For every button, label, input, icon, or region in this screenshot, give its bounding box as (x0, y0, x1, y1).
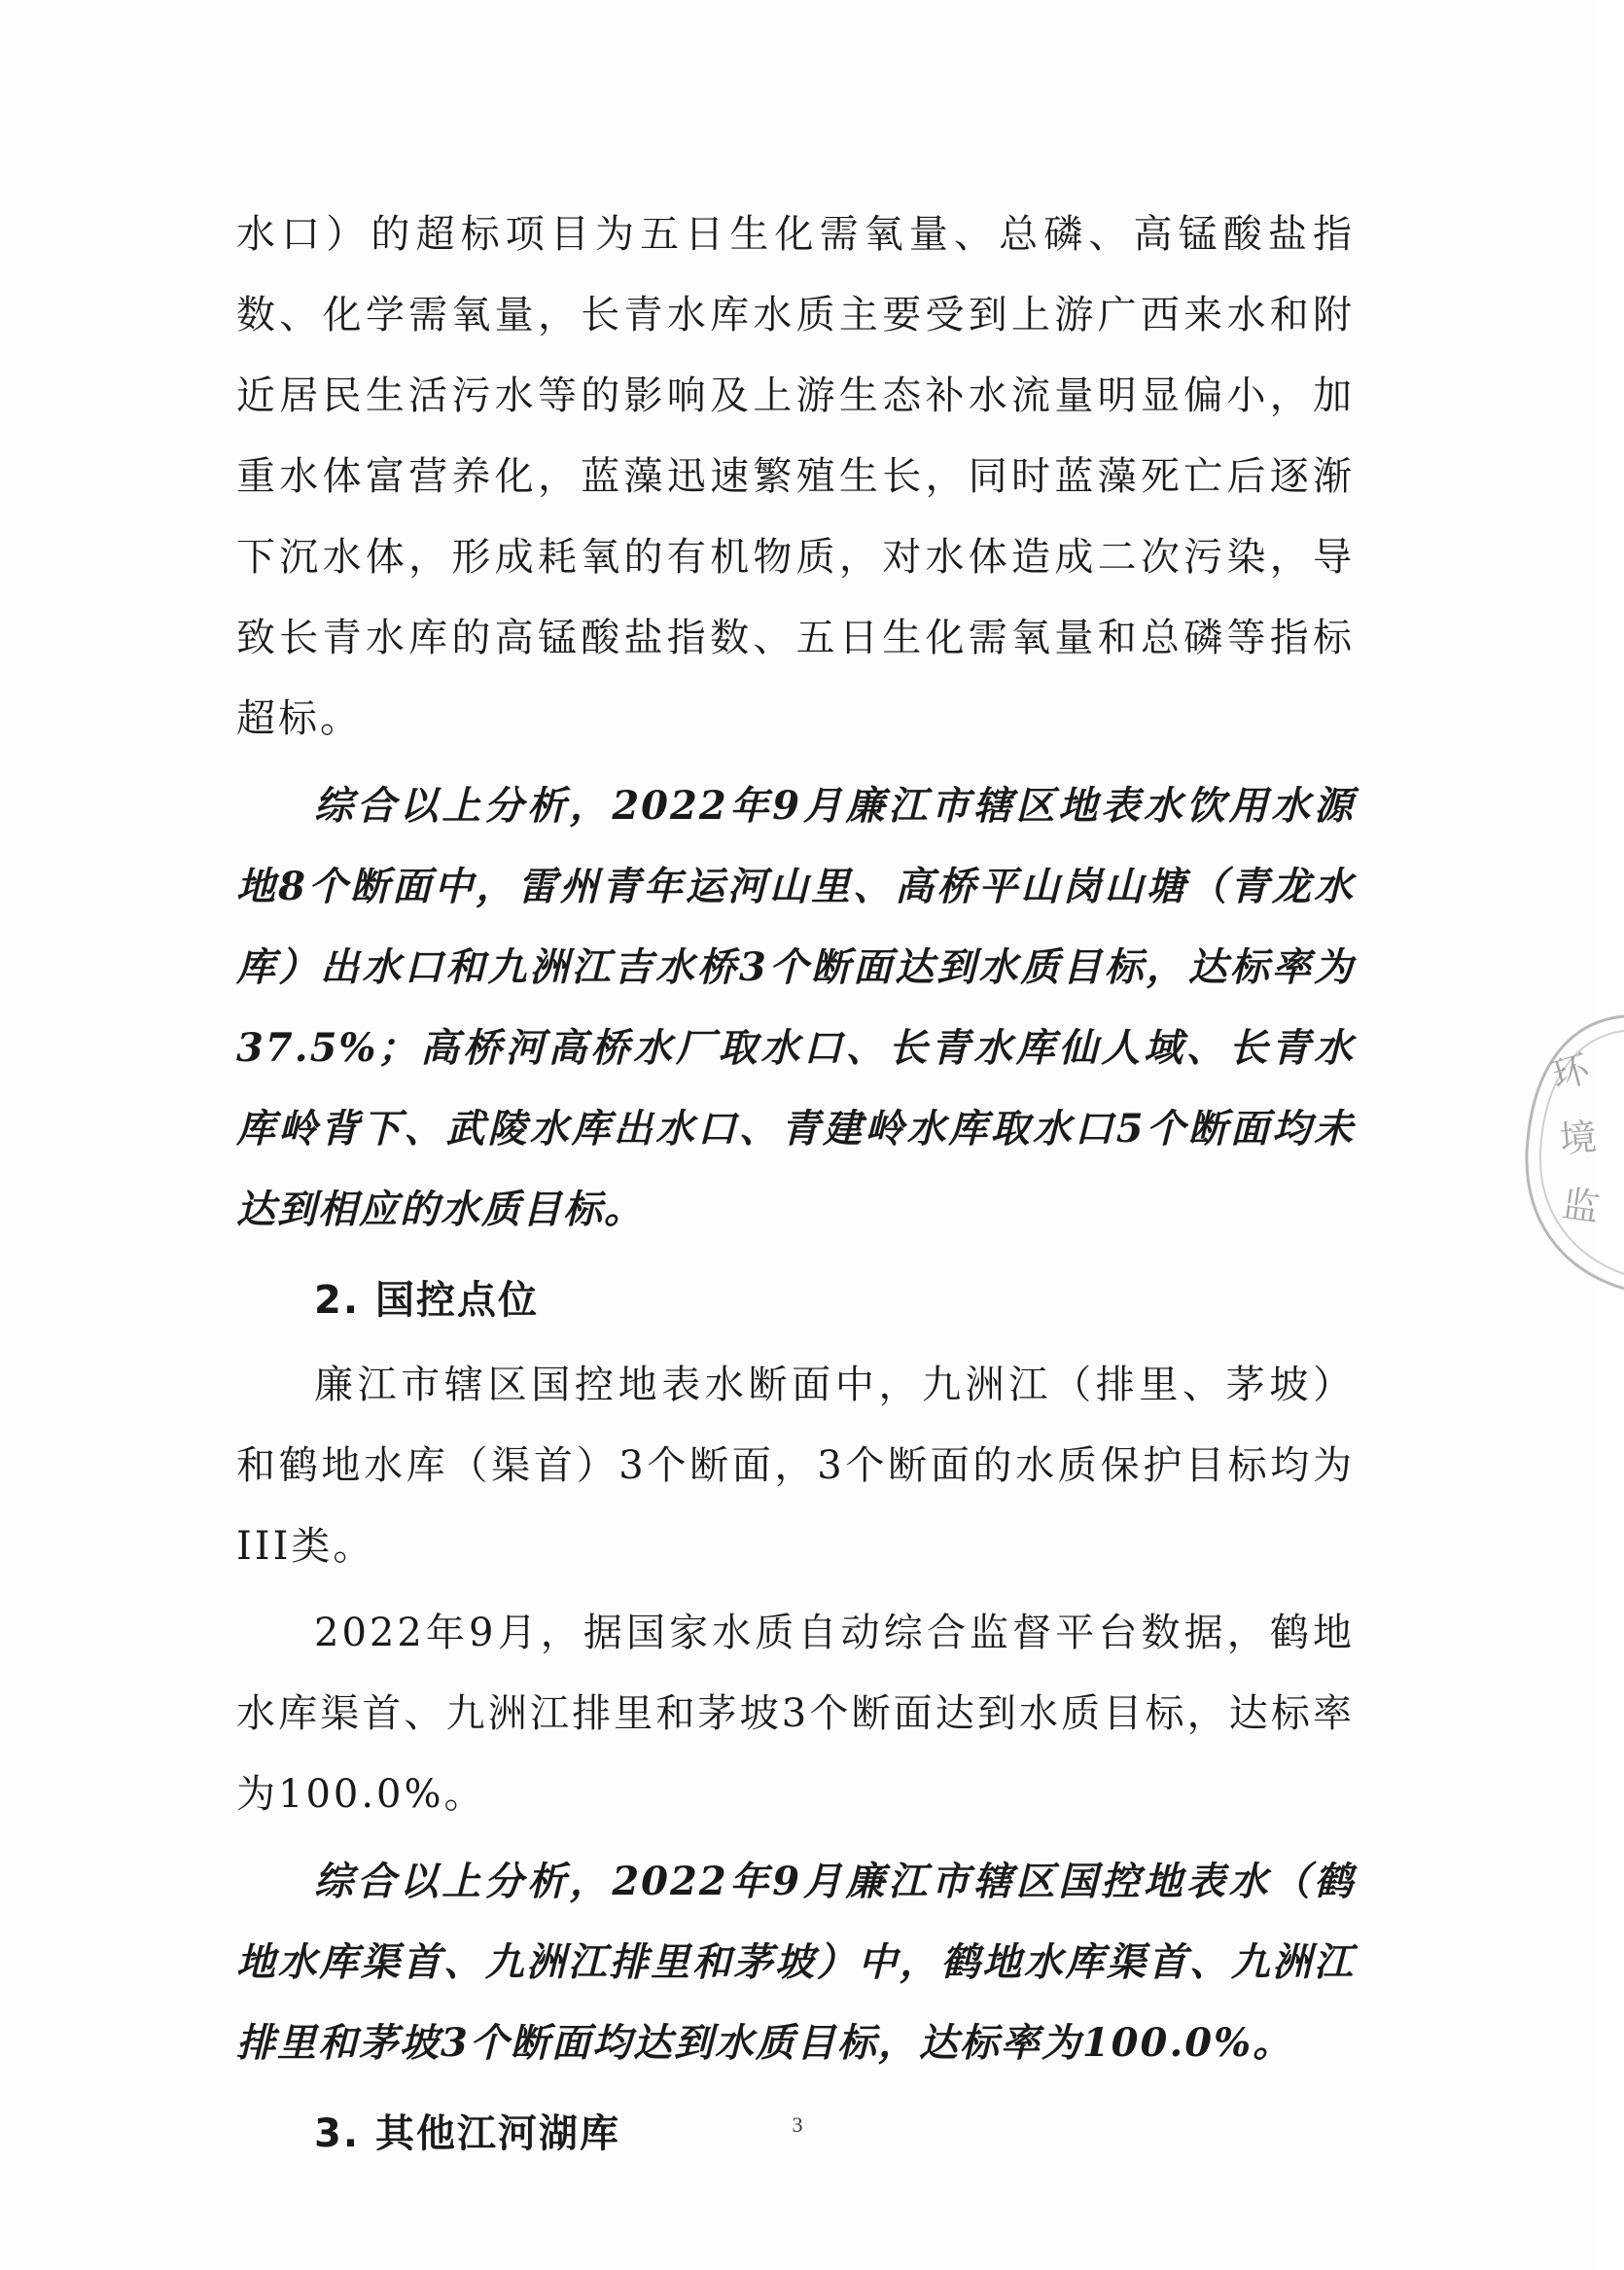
heading-national-control-points: 2. 国控点位 (314, 1278, 539, 1323)
svg-text:监: 监 (1559, 1182, 1603, 1230)
paragraph-national-september: 2022年9月，据国家水质自动综合监督平台数据，鹤地水库渠首、九洲江排里和茅坡3个断面达到水质目标，达标率为100.0%。 (236, 1611, 1355, 1817)
paragraph-national-sections: 廉江市辖区国控地表水断面中，九洲江（排里、茅坡）和鹤地水库（渠首）3个断面，3个断面的水质保护目标均为III类。 (236, 1363, 1355, 1569)
svg-text:境: 境 (1557, 1115, 1599, 1161)
document-body (236, 195, 1355, 2179)
paragraph-national-summary: 综合以上分析，2022年9月廉江市辖区国控地表水（鹤地水库渠首、九洲江排里和茅坡）中，鹤地水库渠首、九洲江排里和茅坡3个断面均达到水质目标，达标率为100.0%。 (236, 1859, 1355, 2066)
official-seal-stamp (1478, 1007, 1624, 1298)
page-number: 3 (792, 2112, 803, 2137)
paragraph-drinking-water-summary: 综合以上分析，2022年9月廉江市辖区地表水饮用水源地8个断面中，雷州青年运河山里、高桥平山岗山塘（青龙水库）出水口和九洲江吉水桥3个断面达到水质目标，达标率为37.5%；高桥河高桥水厂取水口、长青水库仙人域、长青水库岭背下、武陵水库出水口、青建岭水库取水口5个断面均未达到相应的水质目标。 (236, 783, 1355, 1232)
paragraph-changqing-analysis: 水口）的超标项目为五日生化需氧量、总磷、高锰酸盐指数、化学需氧量，长青水库水质主要受到上游广西来水和附近居民生活污水等的影响及上游生态补水流量明显偏小，加重水体富营养化，蓝藻迅速繁殖生长，同时蓝藻死亡后逐渐下沉水体，形成耗氧的有机物质，对水体造成二次污染，导致长青水库的高锰酸盐指数、五日生化需氧量和总磷等指标超标。 (236, 212, 1355, 741)
svg-text:环: 环 (1546, 1046, 1595, 1098)
heading-other-rivers-lakes: 3. 其他江河湖库 (314, 2111, 620, 2156)
